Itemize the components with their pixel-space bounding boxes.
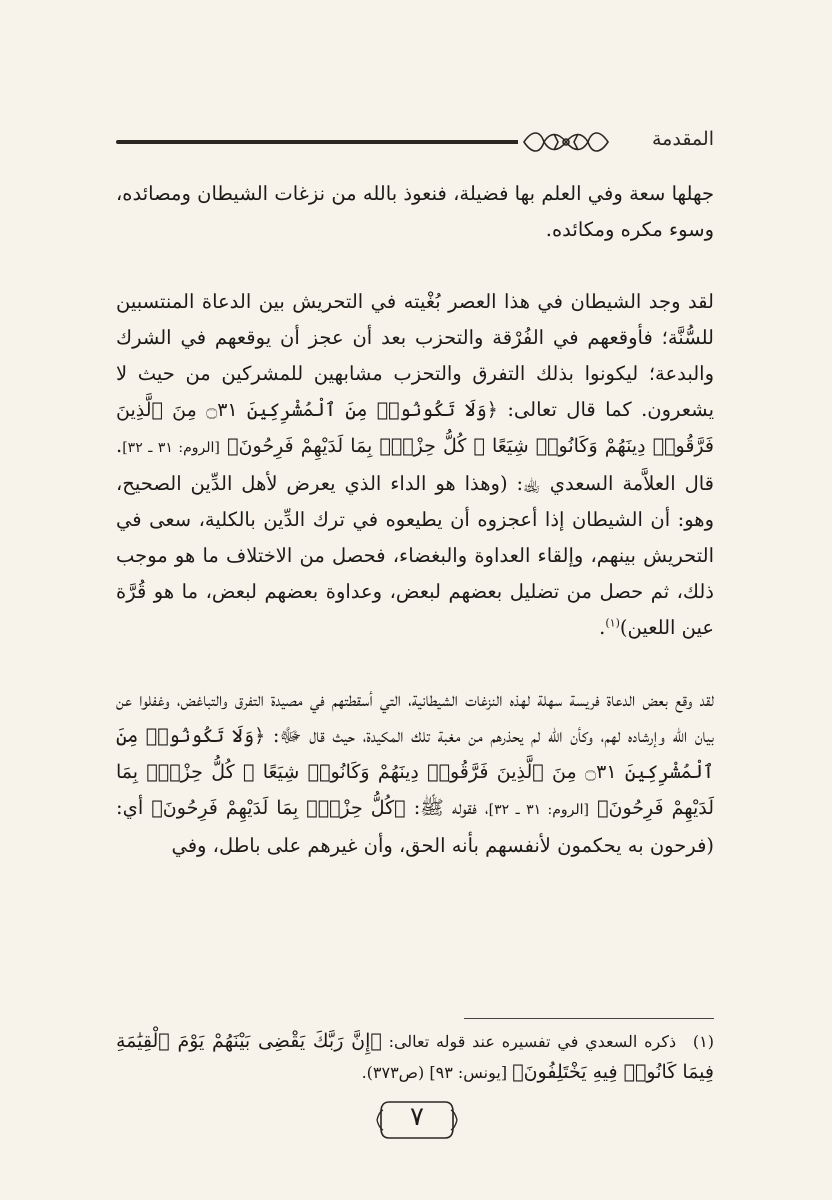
body-text <box>116 176 714 864</box>
ornament-icon <box>518 122 614 162</box>
footnote: (١) ذكره السعدي في تفسيره عند قوله تعالى: ﴿إِنَّ رَبَّكَ يَقْضِى بَيْنَهُمْ يَوْمَ ٱلْقِيَٰمَةِ فِيمَا كَانُوا۟ فِيهِ يَخْتَلِفُونَ﴾ [يونس: ٩٣] (ص٣٧٣). <box>116 1030 714 1083</box>
quran-verse: ﴿وَلَا تَكُونُوا۟ مِنَ ٱلْمُشْرِكِينَ ۝٣١ مِنَ ٱلَّذِينَ فَرَّقُوا۟ دِينَهُمْ وَكَانُوا۟ شِيَعًا ۖ كُلُّ حِزْبٍۭ بِمَا لَدَيْهِمْ فَرِحُونَ﴾ <box>116 399 714 457</box>
quran-verse: ﴿وَلَا تَكُونُوا۟ مِنَ ٱلْمُشْرِكِينَ ۝٣١ مِنَ ٱلَّذِينَ فَرَّقُوا۟ دِينَهُمْ وَكَانُوا۟ شِيَعًا ۖ كُلُّ حِزْبٍۭ بِمَا لَدَيْهِمْ فَرِحُونَ﴾ <box>116 725 715 819</box>
page-number: ٧ <box>375 1094 459 1146</box>
page-reference: (ص٣٧٣). <box>361 1063 425 1082</box>
footnote-rule <box>464 1018 714 1019</box>
paragraph-3: لقد وقع بعض الدعاة فريسة سهلة لهذه النزغات الشيطانية، التي أسقطتهم في مصيدة التفرق والتباغض، وغفلوا عن بيان الله وإرشاده لهم، وكأن الله لم يحذرهم من مغبة تلك المكيدة، حيث قال ﷻ: ﴿وَلَا تَكُونُوا۟ مِنَ ٱلْمُشْرِكِينَ ۝٣١ مِنَ ٱلَّذِينَ فَرَّقُوا۟ دِينَهُمْ وَكَانُوا۟ شِيَعًا ۖ كُلُّ حِزْبٍۭ بِمَا لَدَيْهِمْ فَرِحُونَ﴾ [الروم: ٣١ ـ ٣٢]، فقوله ﷺ: ﴿كُلُّ حِزْبٍۭ بِمَا لَدَيْهِمْ فَرِحُونَ﴾ أي: (فرحون به يحكمون لأنفسهم بأنه الحق، وأن غيرهم على باطل، وفي <box>116 688 715 857</box>
footnote-marker: (١) <box>605 616 620 630</box>
verse-reference: [يونس: ٩٣] <box>429 1063 508 1082</box>
quran-verse: ﴿إِنَّ رَبَّكَ يَقْضِى بَيْنَهُمْ يَوْمَ ٱلْقِيَٰمَةِ فِيمَا كَانُوا۟ فِيهِ يَخْتَلِفُونَ﴾ <box>116 1030 714 1083</box>
paragraph-1: جهلها سعة وفي العلم بها فضيلة، فنعوذ بالله من نزغات الشيطان ومصائده، وسوء مكره ومكائده. <box>116 182 714 241</box>
verse-reference: [الروم: ٣١ ـ ٣٢] <box>488 802 589 818</box>
paragraph-2: لقد وجد الشيطان في هذا العصر بُغْيته في التحريش بين الدعاة المنتسبين للسُّنَّة؛ فأوقعهم في الفُرْقة والتحزب بعد أن عجز أن يوقعهم في الشرك والبدعة؛ ليكونوا بذلك التفرق والتحزب مشابهين للمشركين من حيث لا يشعرون. كما قال تعالى: ﴿وَلَا تَكُونُوا۟ مِنَ ٱلْمُشْرِكِينَ ۝٣١ مِنَ ٱلَّذِينَ فَرَّقُوا۟ دِينَهُمْ وَكَانُوا۟ شِيَعًا ۖ كُلُّ حِزْبٍۭ بِمَا لَدَيْهِمْ فَرِحُونَ﴾ [الروم: ٣١ ـ ٣٢]. قال العلاَّمة السعدي ﵀: (وهذا هو الداء الذي يعرض لأهل الدِّين الصحيح، وهو: أن الشيطان إذا أعجزوه أن يطيعوه في ترك الدِّين بالكلية، سعى في التحريش بينهم، وإلقاء العداوة والبغضاء، فحصل من الاختلاف ما هو موجب ذلك، ثم حصل من تضليل بعضهم لبعض، وعداوة بعضهم لبعض، ما هو قُرَّة عين اللعين)$^{(١)}$. <box>116 290 715 639</box>
chapter-title: المقدمة <box>651 128 714 150</box>
quran-verse: ﴿كُلُّ حِزْبٍۭ بِمَا لَدَيْهِمْ فَرِحُونَ﴾ <box>151 797 406 819</box>
verse-reference: [الروم: ٣١ ـ ٣٢] <box>122 440 220 456</box>
footnote-number: (١) <box>692 1032 714 1051</box>
page-header <box>116 122 714 162</box>
